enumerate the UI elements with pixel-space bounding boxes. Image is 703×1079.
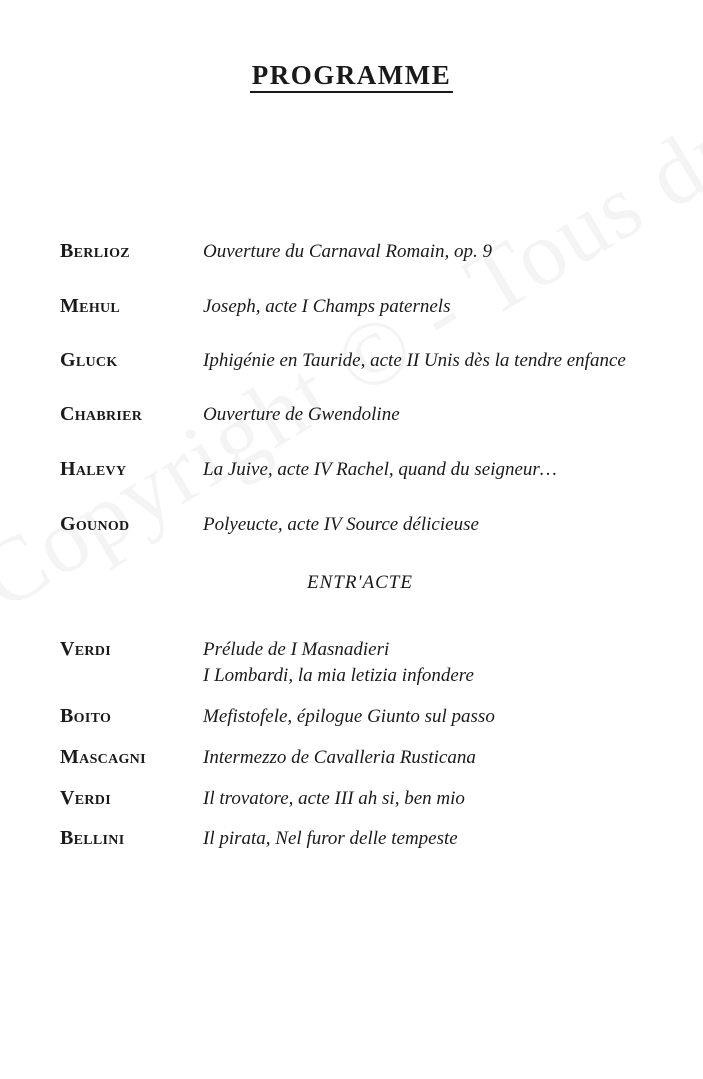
work-title-line2: I Lombardi, la mia letizia infondere (203, 665, 474, 686)
work-title: Joseph, acte I Champs paternels (203, 296, 451, 317)
composer-name: Mehul (60, 295, 121, 317)
composer-name: Verdi (60, 787, 111, 809)
composer-name: Verdi (60, 638, 111, 660)
work-title: Prélude de I Masnadieri (203, 639, 390, 660)
composer-name: Berlioz (60, 240, 130, 262)
composer-name: Halevy (60, 458, 127, 480)
work-title: Intermezzo de Cavalleria Rusticana (203, 747, 476, 768)
work-title: La Juive, acte IV Rachel, quand du seigneur… (203, 459, 557, 480)
composer-name: Chabrier (60, 403, 143, 425)
work-title: Ouverture du Carnaval Romain, op. 9 (203, 241, 493, 262)
composer-name: Gounod (60, 513, 130, 535)
work-title: Iphigénie en Tauride, acte II Unis dès la tendre enfance (203, 350, 626, 371)
composer-name: Boito (60, 705, 112, 727)
composer-name: Gluck (60, 349, 118, 371)
work-title: Mefistofele, épilogue Giunto sul passo (203, 706, 495, 727)
programme-title (0, 60, 703, 91)
work-title: Polyeucte, acte IV Source délicieuse (203, 514, 479, 535)
composer-name: Mascagni (60, 746, 146, 768)
intermission-heading: ENTR'ACTE (307, 572, 413, 593)
work-title: Il trovatore, acte III ah si, ben mio (203, 788, 465, 809)
work-title: Il pirata, Nel furor delle tempeste (203, 828, 458, 849)
programme-title-text: PROGRAMME (250, 60, 453, 93)
composer-name: Bellini (60, 827, 125, 849)
work-title: Ouverture de Gwendoline (203, 404, 400, 425)
